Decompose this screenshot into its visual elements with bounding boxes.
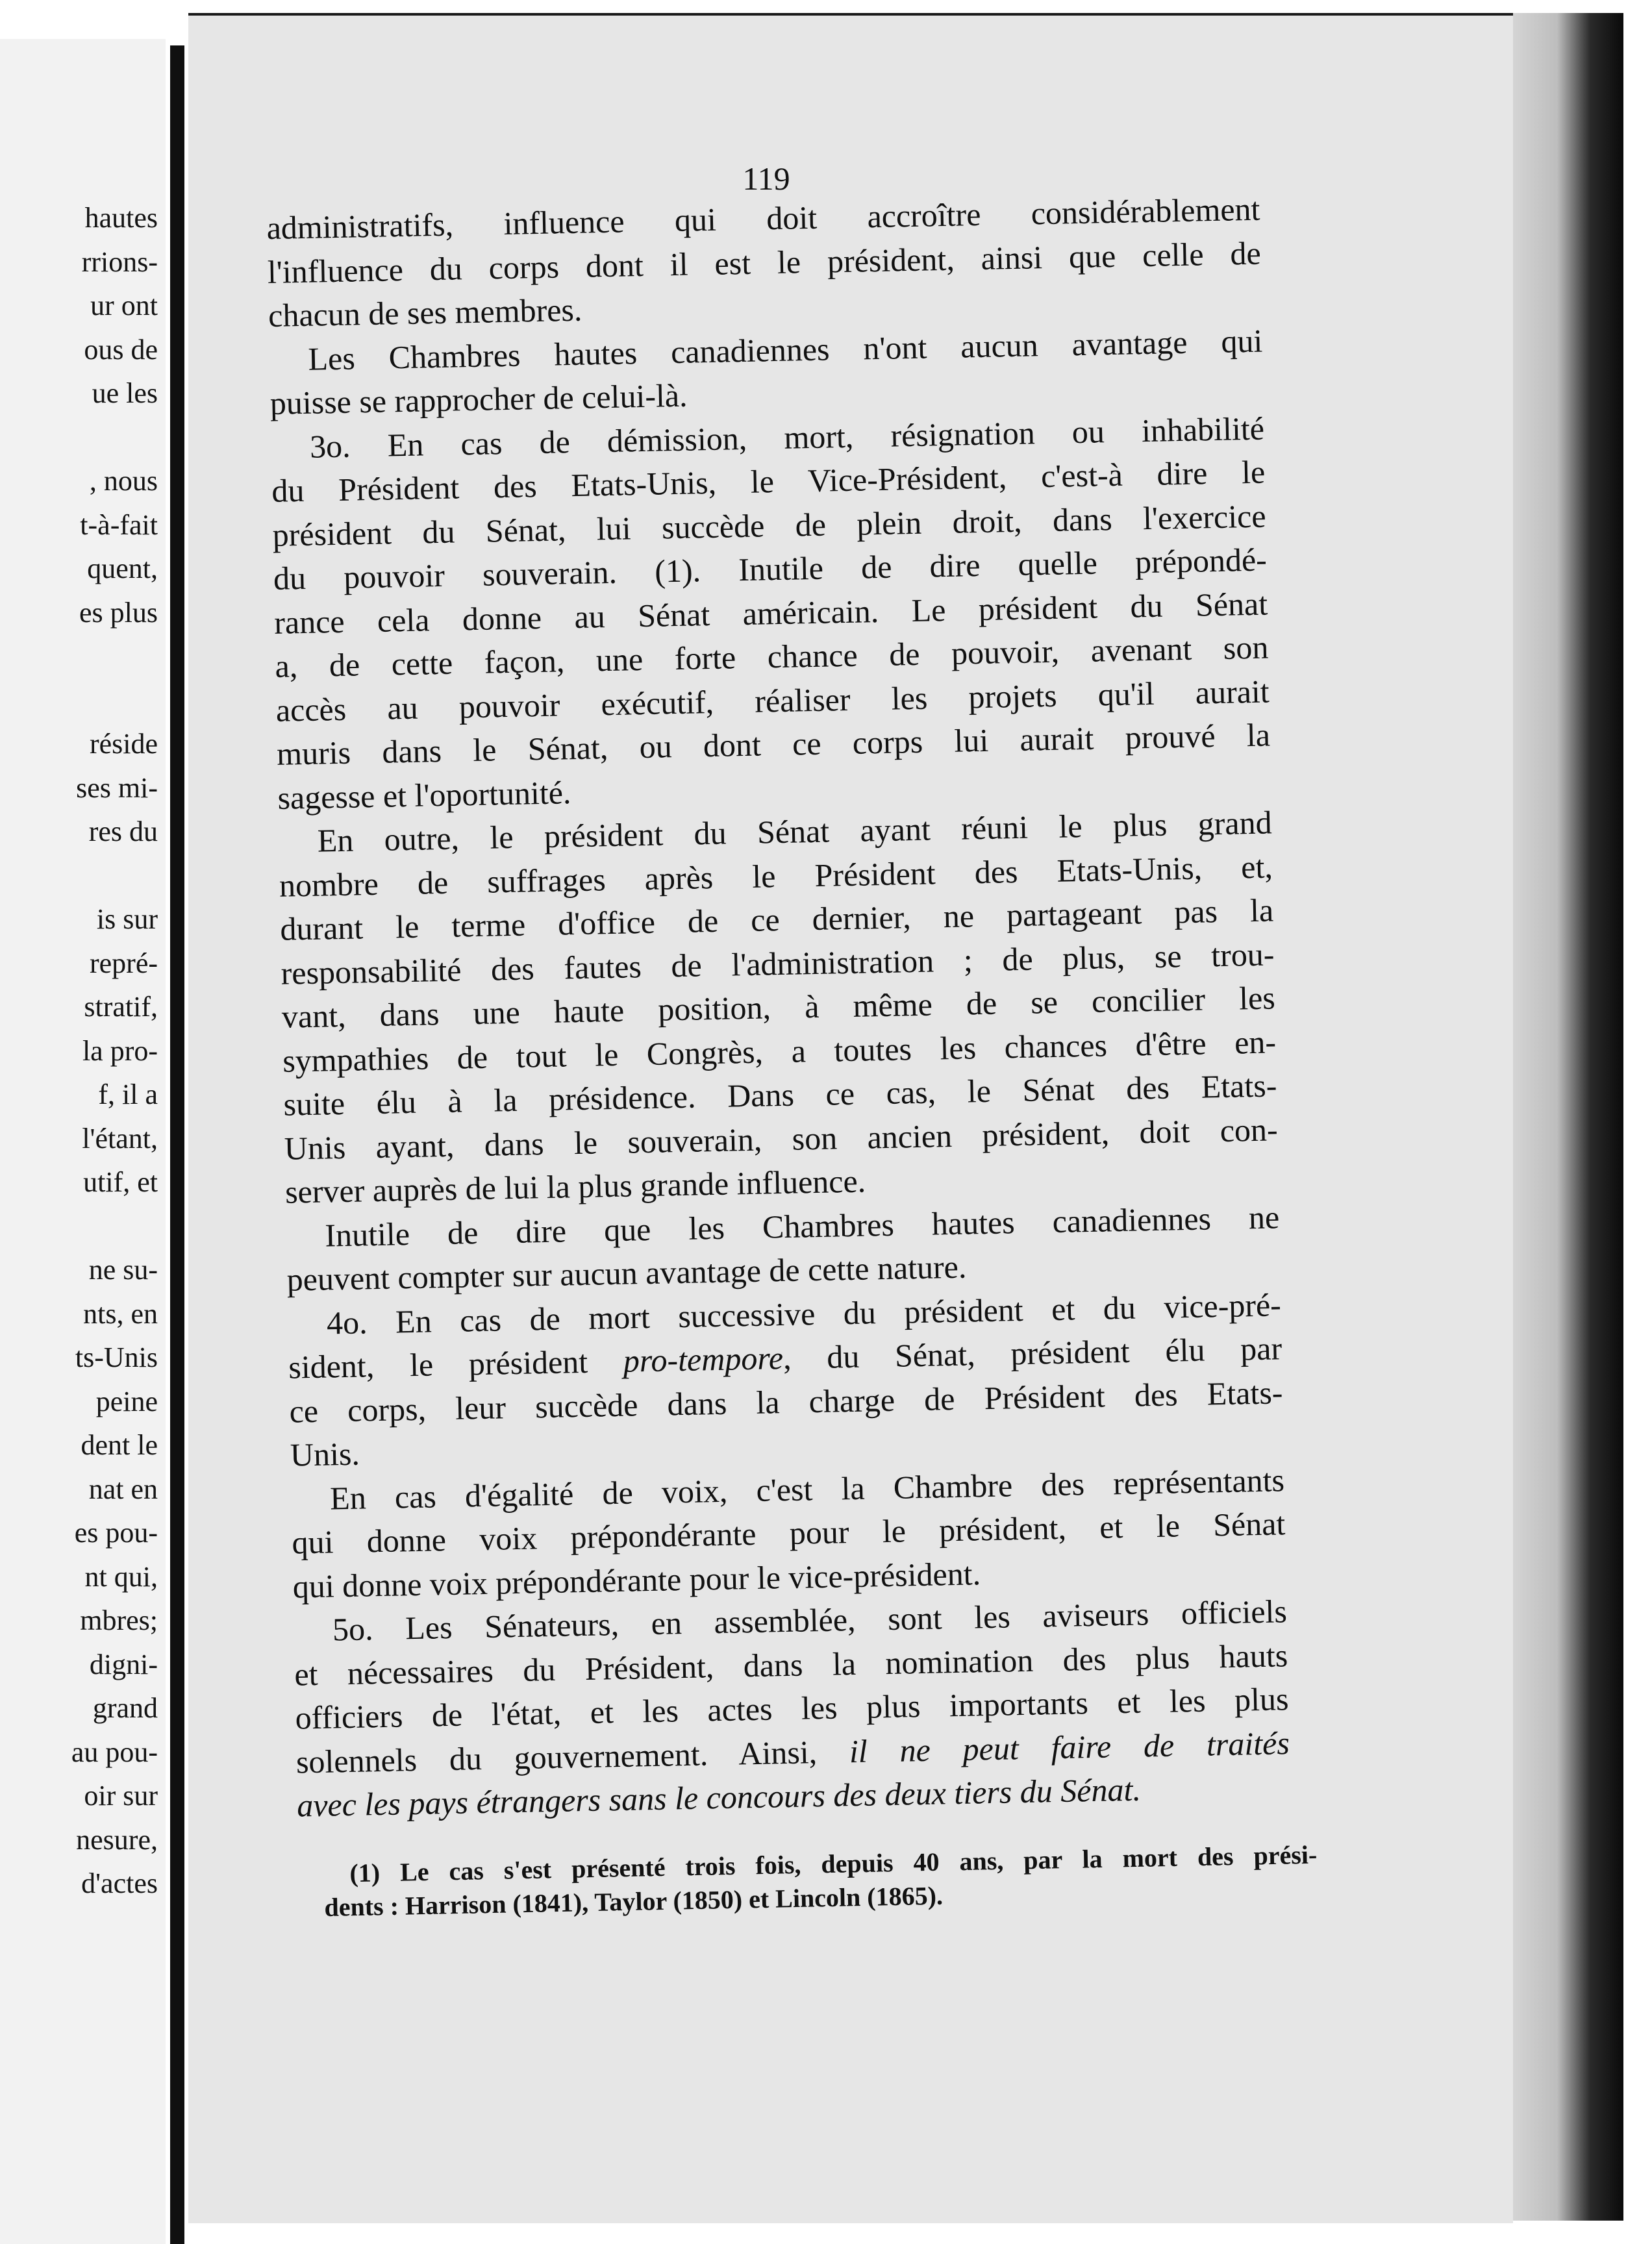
left-page-line: au pou- bbox=[71, 1736, 158, 1768]
text-line: sympathies de tout le Congrès, a toutes les chances d'être en- bbox=[282, 1023, 1277, 1079]
text-line: puisse se rapprocher de celui-là. bbox=[269, 377, 688, 421]
text-line: muris dans le Sénat, ou dont ce corps lui aurait prouvé la bbox=[276, 716, 1271, 772]
text-line: En cas d'égalité de voix, c'est la Chambre des représentants bbox=[329, 1461, 1285, 1516]
text-line: durant le terme d'office de ce dernier, ne partageant pas la bbox=[279, 891, 1274, 947]
text-line: chacun de ses membres. bbox=[268, 291, 582, 334]
left-page-line: digni- bbox=[89, 1648, 158, 1680]
text-line: Les Chambres hautes canadiennes n'ont aucun avantage qui bbox=[307, 322, 1263, 377]
left-page-line: utif, et bbox=[83, 1166, 158, 1198]
text-line: suite élu à la présidence. Dans ce cas, le Sénat des Etats- bbox=[283, 1067, 1277, 1123]
left-page-line: ur ont bbox=[90, 290, 158, 321]
left-page-line: is sur bbox=[96, 903, 158, 935]
text-line: président du Sénat, lui succède de plein droit, dans l'exercice bbox=[272, 497, 1266, 553]
text-line: server auprès de lui la plus grande influence. bbox=[284, 1162, 866, 1210]
page-edge bbox=[1513, 13, 1623, 2221]
left-page-line: nt qui, bbox=[84, 1560, 158, 1593]
left-page-line: es pou- bbox=[74, 1517, 158, 1549]
left-page-line: repré- bbox=[89, 947, 158, 979]
text-line: Inutile de dire que les Chambres hautes canadiennes ne bbox=[324, 1198, 1280, 1254]
left-page-line: es plus bbox=[79, 596, 158, 629]
text-segment: sident, le président bbox=[288, 1342, 624, 1386]
left-page-line: réside bbox=[89, 728, 158, 760]
page-number: 119 bbox=[742, 160, 790, 197]
left-page-line: l'étant, bbox=[82, 1122, 158, 1154]
text-line: 5o. Les Sénateurs, en assemblée, sont les aviseurs officiels bbox=[332, 1593, 1288, 1648]
footnote-line: dents : Harrison (1841), Taylor (1850) et Lincoln (1865). bbox=[324, 1880, 944, 1922]
text-line: peuvent compter sur aucun avantage de cette nature. bbox=[286, 1248, 967, 1298]
text-line: accès au pouvoir exécutif, réaliser les projets qu'il aurait bbox=[275, 672, 1270, 729]
text-line: responsabilité des fautes de l'administration ; de plus, se trou- bbox=[281, 935, 1275, 991]
book-gutter bbox=[170, 45, 184, 2244]
left-page-line: f, il a bbox=[98, 1078, 158, 1110]
left-page-line: grand bbox=[92, 1692, 158, 1724]
left-page-line: mbres; bbox=[80, 1604, 158, 1636]
left-page-line: quent, bbox=[87, 553, 158, 584]
left-page-line: ne su- bbox=[88, 1254, 158, 1286]
left-page-line: ts-Unis bbox=[75, 1341, 158, 1373]
text-line: nombre de suffrages après le Président des Etats-Unis, et, bbox=[279, 847, 1273, 904]
left-page-line: d'actes bbox=[81, 1867, 158, 1899]
text-line: ce corps, leur succède dans la charge de Président des Etats- bbox=[289, 1373, 1283, 1430]
text-segment: , du Sénat, président élu par bbox=[782, 1330, 1283, 1377]
text-line: du pouvoir souverain. (1). Inutile de dire quelle prépondé- bbox=[273, 541, 1268, 597]
text-line: vant, dans une haute position, à même de se concilier les bbox=[281, 979, 1276, 1035]
text-line: du Président des Etats-Unis, le Vice-Président, c'est-à dire le bbox=[271, 453, 1266, 509]
footnote-line: (1) Le cas s'est présenté trois fois, depuis 40 ans, par la mort des prési- bbox=[349, 1839, 1318, 1888]
text-line: officiers de l'état, et les actes les plus importants et les plus bbox=[295, 1680, 1289, 1736]
left-page-line: nat en bbox=[88, 1473, 158, 1505]
left-page-line: ses mi- bbox=[76, 771, 158, 804]
text-line: et nécessaires du Président, dans la nomination des plus hauts bbox=[294, 1636, 1288, 1693]
left-page-line: nesure, bbox=[76, 1823, 158, 1856]
text-line: Unis. bbox=[290, 1435, 360, 1473]
left-page-line: hautes bbox=[84, 202, 158, 234]
text-line: 4o. En cas de mort successive du président et du vice-pré- bbox=[326, 1286, 1282, 1341]
text-line: sagesse et l'oportunité. bbox=[277, 773, 571, 816]
body-text bbox=[266, 188, 1291, 1828]
left-page-line: rrions- bbox=[81, 245, 158, 278]
text-line: En outre, le président du Sénat ayant réuni le plus grand bbox=[317, 804, 1273, 859]
text-line: qui donne voix prépondérante pour le vice-président. bbox=[292, 1554, 981, 1605]
text-line: rance cela donne au Sénat américain. Le président du Sénat bbox=[273, 585, 1268, 641]
text-line: Unis ayant, dans le souverain, son ancien président, doit con- bbox=[284, 1110, 1279, 1167]
left-page-line: dent le bbox=[81, 1429, 158, 1461]
italic-segment: avec les pays étrangers sans le concours des deux tiers du Sénat. bbox=[296, 1771, 1142, 1824]
left-page-line: nts, en bbox=[83, 1297, 158, 1330]
left-page-line: la pro- bbox=[82, 1034, 158, 1067]
left-page-line: ous de bbox=[84, 333, 158, 366]
text-line: a, de cette façon, une forte chance de pouvoir, avenant son bbox=[275, 629, 1269, 684]
italic-segment: il ne peut faire de traités bbox=[849, 1724, 1290, 1769]
left-page-line: peine bbox=[95, 1385, 158, 1417]
left-page-line: t-à-fait bbox=[80, 508, 158, 541]
left-page-line: ue les bbox=[92, 377, 158, 409]
italic-segment: pro-tempore bbox=[623, 1340, 784, 1379]
left-page-fragment bbox=[0, 39, 166, 2244]
left-page-line: res du bbox=[88, 816, 158, 847]
text-line: qui donne voix prépondérante pour le président, et le Sénat bbox=[291, 1505, 1286, 1561]
text-line: l'influence du corps dont il est le président, ainsi que celle de bbox=[267, 234, 1262, 290]
text-segment: solennels du gouvernement. Ainsi, bbox=[295, 1732, 850, 1780]
text-line: 3o. En cas de démission, mort, résignation ou inhabilité bbox=[309, 410, 1265, 465]
left-page-line: , nous bbox=[89, 465, 158, 497]
text-line: administratifs, influence qui doit accroître considérablement bbox=[266, 190, 1260, 246]
left-page-line: oir sur bbox=[84, 1780, 158, 1812]
left-page-line: stratif, bbox=[84, 991, 158, 1023]
